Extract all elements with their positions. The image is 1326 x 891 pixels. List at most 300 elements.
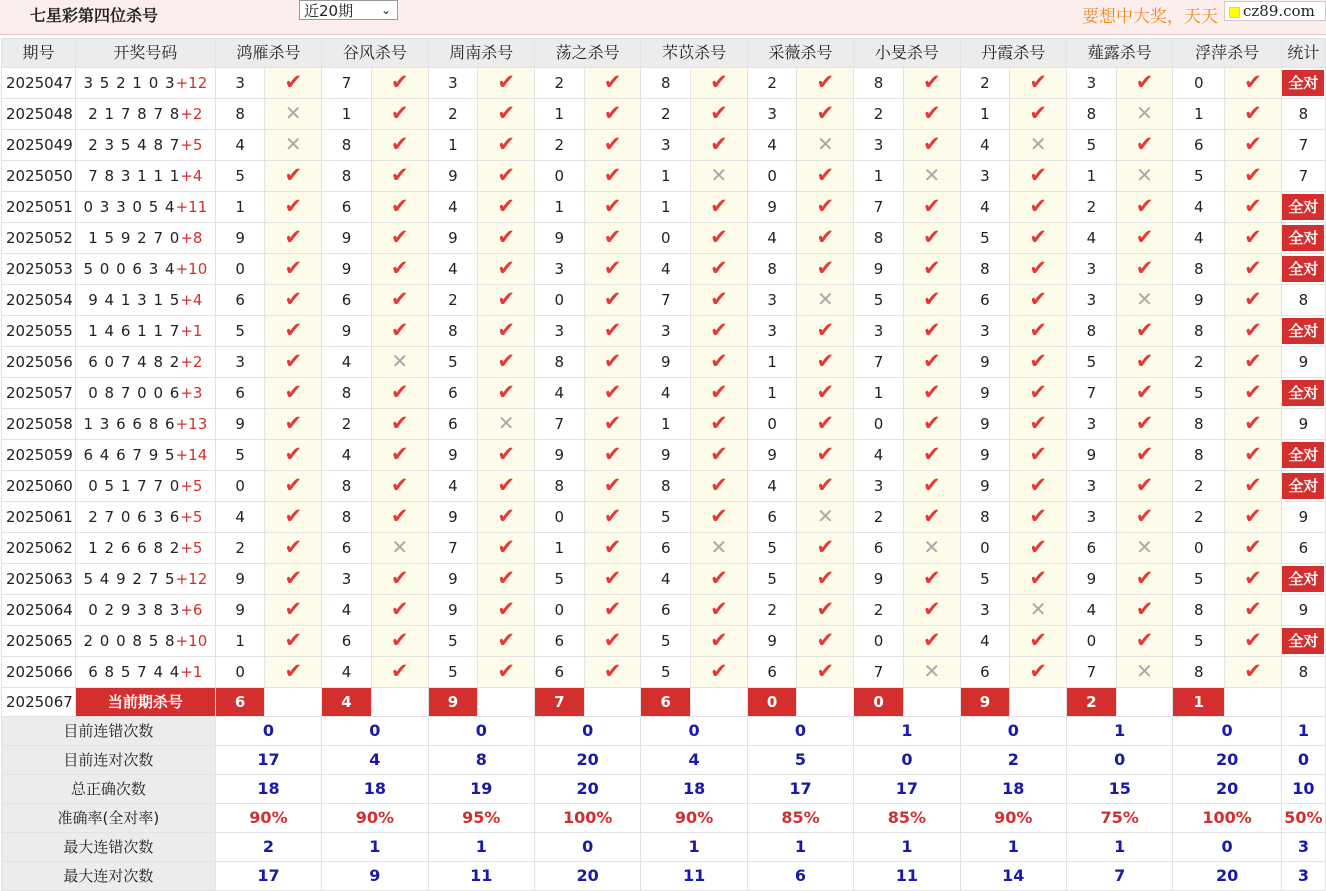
- kill-number-cell: 8: [1067, 316, 1117, 347]
- kill-number-cell: 9: [854, 254, 904, 285]
- current-kill-number: 7: [534, 688, 584, 717]
- kill-number-cell: 3: [854, 316, 904, 347]
- result-cell: [691, 564, 748, 595]
- draw-numbers-cell: [75, 595, 215, 626]
- draw-numbers-cell: [75, 657, 215, 688]
- summary-label: 目前连错次数: [2, 717, 216, 746]
- result-cell: [1225, 316, 1282, 347]
- result-cell: [691, 316, 748, 347]
- check-icon: ✔: [1135, 225, 1154, 249]
- check-icon: ✔: [1244, 256, 1262, 280]
- result-cell: [691, 161, 748, 192]
- kill-number-cell: 9: [641, 347, 691, 378]
- stat-cell: [1281, 68, 1325, 99]
- result-cell: [1225, 471, 1282, 502]
- draw-numbers-cell: [75, 564, 215, 595]
- check-icon: ✔: [497, 535, 515, 559]
- result-cell: [691, 409, 748, 440]
- result-cell: [371, 192, 428, 223]
- kill-number-cell: 5: [641, 626, 691, 657]
- result-cell: [797, 223, 854, 254]
- check-icon: ✔: [922, 380, 941, 404]
- current-kill-number: 2: [1067, 688, 1117, 717]
- result-cell: [478, 192, 535, 223]
- kill-number-cell: 9: [322, 316, 372, 347]
- check-icon: ✔: [1244, 287, 1262, 311]
- summary-value: 20: [1173, 746, 1281, 775]
- summary-value: 2: [960, 746, 1066, 775]
- result-cell: [797, 130, 854, 161]
- check-icon: ✔: [710, 628, 728, 652]
- period-cell: 2025060: [2, 471, 76, 502]
- check-icon: ✔: [284, 194, 303, 218]
- summary-value: 1: [1067, 717, 1173, 746]
- column-header: 开奖号码: [75, 39, 215, 68]
- check-icon: ✔: [497, 659, 515, 683]
- current-kill-number: 6: [215, 688, 265, 717]
- kill-number-cell: 3: [960, 161, 1010, 192]
- check-icon: ✔: [390, 287, 409, 311]
- result-cell: [1010, 409, 1067, 440]
- result-cell: [797, 657, 854, 688]
- summary-value: 1: [641, 833, 747, 862]
- table-row: [2, 68, 1326, 99]
- draw-numbers: 1 5 9 2 7 0: [88, 229, 181, 247]
- summary-label: 目前连对次数: [2, 746, 216, 775]
- result-cell: [371, 533, 428, 564]
- table-row: [2, 254, 1326, 285]
- kill-number-cell: 9: [960, 378, 1010, 409]
- column-header: 芣苡杀号: [641, 39, 747, 68]
- result-cell: [371, 285, 428, 316]
- check-icon: ✔: [922, 504, 941, 528]
- result-cell: [1010, 223, 1067, 254]
- bonus-number: +10: [175, 260, 208, 278]
- check-icon: ✔: [1029, 473, 1047, 497]
- result-cell: [691, 130, 748, 161]
- result-cell: [1010, 161, 1067, 192]
- kill-number-cell: 2: [747, 68, 797, 99]
- result-cell: [1116, 99, 1173, 130]
- summary-value: 18: [215, 775, 321, 804]
- kill-number-cell: 7: [854, 192, 904, 223]
- table-row: [2, 657, 1326, 688]
- result-cell: [584, 223, 641, 254]
- kill-number-cell: 9: [1067, 440, 1117, 471]
- result-cell: [1225, 223, 1282, 254]
- kill-number-cell: 2: [641, 99, 691, 130]
- kill-number-cell: 6: [641, 595, 691, 626]
- ad-slogan-link[interactable]: 要想中大奖，天天: [1082, 7, 1218, 27]
- all-correct-badge: 全对: [1282, 70, 1324, 96]
- result-cell: [1010, 657, 1067, 688]
- check-icon: ✔: [497, 194, 515, 218]
- result-cell: [265, 192, 322, 223]
- stat-cell: 8: [1281, 99, 1325, 130]
- kill-number-cell: 9: [534, 440, 584, 471]
- kill-number-cell: 7: [854, 347, 904, 378]
- kill-number-cell: 4: [641, 564, 691, 595]
- result-cell: [584, 285, 641, 316]
- kill-number-cell: 9: [747, 192, 797, 223]
- kill-number-cell: 5: [428, 626, 478, 657]
- all-correct-badge: 全对: [1282, 225, 1324, 251]
- kill-number-cell: 5: [747, 564, 797, 595]
- check-icon: ✔: [603, 442, 622, 466]
- result-cell: [1010, 502, 1067, 533]
- summary-value: 20: [534, 775, 640, 804]
- kill-number-cell: 1: [428, 130, 478, 161]
- result-cell: [584, 657, 641, 688]
- result-cell: [1116, 626, 1173, 657]
- check-icon: ✔: [603, 597, 622, 621]
- check-icon: ✔: [710, 442, 728, 466]
- kill-number-cell: 5: [428, 657, 478, 688]
- summary-value: 0: [854, 746, 960, 775]
- draw-numbers: 5 0 0 6 3 4: [83, 260, 176, 278]
- kill-number-cell: 6: [215, 285, 265, 316]
- kill-number-cell: 9: [747, 440, 797, 471]
- result-cell: [1116, 440, 1173, 471]
- check-icon: ✔: [284, 411, 303, 435]
- kill-number-cell: 1: [534, 533, 584, 564]
- draw-numbers-cell: [75, 316, 215, 347]
- check-icon: ✔: [1244, 163, 1262, 187]
- empty-cell: [1010, 688, 1067, 717]
- check-icon: ✔: [603, 163, 622, 187]
- kill-number-cell: 9: [215, 223, 265, 254]
- result-cell: [1225, 657, 1282, 688]
- check-icon: ✔: [603, 380, 622, 404]
- kill-number-cell: 3: [1067, 502, 1117, 533]
- check-icon: ✔: [710, 566, 728, 590]
- kill-number-cell: 3: [428, 68, 478, 99]
- kill-number-cell: 4: [1173, 223, 1225, 254]
- kill-number-cell: 3: [747, 99, 797, 130]
- kill-number-cell: 9: [960, 347, 1010, 378]
- result-cell: [371, 130, 428, 161]
- draw-numbers: 0 8 7 0 0 6: [88, 384, 181, 402]
- site-logo-badge[interactable]: [1224, 1, 1326, 21]
- check-icon: ✔: [1135, 318, 1154, 342]
- draw-numbers: 0 2 9 3 8 3: [88, 601, 181, 619]
- kill-number-cell: 9: [215, 409, 265, 440]
- result-cell: [1010, 68, 1067, 99]
- all-correct-badge: 全对: [1282, 256, 1324, 282]
- check-icon: ✔: [603, 566, 622, 590]
- check-icon: ✔: [497, 318, 515, 342]
- stat-cell: 8: [1281, 657, 1325, 688]
- current-kill-number: 9: [960, 688, 1010, 717]
- result-cell: [584, 533, 641, 564]
- result-cell: [265, 533, 322, 564]
- kill-number-cell: 5: [1067, 130, 1117, 161]
- result-cell: [1116, 595, 1173, 626]
- result-cell: [265, 99, 322, 130]
- cross-icon: ✕: [923, 535, 941, 559]
- check-icon: ✔: [1244, 132, 1262, 156]
- kill-number-cell: 4: [747, 130, 797, 161]
- kill-number-cell: 3: [534, 254, 584, 285]
- summary-value: 17: [854, 775, 960, 804]
- result-cell: [1010, 316, 1067, 347]
- kill-number-cell: 0: [215, 471, 265, 502]
- kill-number-cell: 9: [960, 440, 1010, 471]
- check-icon: ✔: [1244, 349, 1262, 373]
- kill-number-cell: 4: [428, 254, 478, 285]
- summary-value: 0: [534, 717, 640, 746]
- column-header: 薤露杀号: [1067, 39, 1173, 68]
- check-icon: ✔: [816, 318, 835, 342]
- kill-number-cell: 4: [747, 471, 797, 502]
- result-cell: [797, 626, 854, 657]
- draw-numbers-cell: [75, 409, 215, 440]
- draw-numbers-cell: [75, 130, 215, 161]
- result-cell: [797, 316, 854, 347]
- check-icon: ✔: [816, 194, 835, 218]
- column-header: 谷风杀号: [322, 39, 428, 68]
- summary-value: 0: [322, 717, 428, 746]
- kill-number-cell: 8: [854, 223, 904, 254]
- result-cell: [478, 595, 535, 626]
- result-cell: [371, 316, 428, 347]
- kill-number-cell: 8: [960, 502, 1010, 533]
- check-icon: ✔: [284, 380, 303, 404]
- result-cell: [691, 68, 748, 99]
- kill-number-cell: 6: [641, 533, 691, 564]
- check-icon: ✔: [922, 411, 941, 435]
- period-select[interactable]: [299, 0, 398, 20]
- table-row: [2, 626, 1326, 657]
- summary-value: 90%: [215, 804, 321, 833]
- draw-numbers-cell: [75, 471, 215, 502]
- bonus-number: +14: [175, 446, 208, 464]
- check-icon: ✔: [710, 349, 728, 373]
- kill-number-cell: 0: [641, 223, 691, 254]
- period-cell: 2025065: [2, 626, 76, 657]
- kill-number-cell: 0: [1067, 626, 1117, 657]
- column-header: 期号: [2, 39, 76, 68]
- period-select-value: 近20期: [304, 2, 354, 20]
- kill-number-cell: 9: [534, 223, 584, 254]
- current-kill-number: 0: [854, 688, 904, 717]
- kill-number-cell: 6: [960, 285, 1010, 316]
- check-icon: ✔: [816, 411, 835, 435]
- summary-value: 75%: [1067, 804, 1173, 833]
- kill-number-cell: 5: [1173, 378, 1225, 409]
- result-cell: [903, 564, 960, 595]
- bonus-number: +4: [180, 167, 203, 185]
- kill-number-cell: 4: [960, 130, 1010, 161]
- draw-numbers-cell: [75, 378, 215, 409]
- table-header-row: [2, 39, 1326, 68]
- result-cell: [903, 316, 960, 347]
- kill-number-cell: 8: [1173, 595, 1225, 626]
- summary-value: 0: [428, 717, 534, 746]
- result-cell: [265, 254, 322, 285]
- check-icon: ✔: [390, 442, 409, 466]
- check-icon: ✔: [922, 442, 941, 466]
- kill-number-cell: 8: [641, 471, 691, 502]
- check-icon: ✔: [603, 70, 622, 94]
- check-icon: ✔: [816, 256, 835, 280]
- stat-cell: [1281, 316, 1325, 347]
- check-icon: ✔: [1244, 628, 1262, 652]
- result-cell: [478, 254, 535, 285]
- result-cell: [903, 440, 960, 471]
- result-cell: [478, 533, 535, 564]
- result-cell: [1116, 223, 1173, 254]
- summary-value: 17: [747, 775, 853, 804]
- summary-label: 最大连错次数: [2, 833, 216, 862]
- result-cell: [478, 347, 535, 378]
- kill-number-cell: 1: [322, 99, 372, 130]
- result-cell: [691, 285, 748, 316]
- result-cell: [1010, 99, 1067, 130]
- summary-value: 0: [534, 833, 640, 862]
- result-cell: [797, 192, 854, 223]
- result-cell: [903, 533, 960, 564]
- check-icon: ✔: [922, 132, 941, 156]
- result-cell: [1010, 440, 1067, 471]
- result-cell: [478, 130, 535, 161]
- result-cell: [478, 564, 535, 595]
- cross-icon: ✕: [816, 287, 834, 311]
- kill-number-cell: 5: [1173, 161, 1225, 192]
- period-cell: 2025057: [2, 378, 76, 409]
- result-cell: [903, 595, 960, 626]
- draw-numbers-cell: [75, 626, 215, 657]
- check-icon: ✔: [1135, 380, 1154, 404]
- kill-number-cell: 4: [1067, 595, 1117, 626]
- result-cell: [265, 564, 322, 595]
- kill-number-cell: 2: [1173, 471, 1225, 502]
- kill-number-cell: 2: [1173, 502, 1225, 533]
- summary-row: [2, 833, 1326, 862]
- kill-number-cell: 0: [1173, 533, 1225, 564]
- result-cell: [584, 347, 641, 378]
- result-cell: [903, 254, 960, 285]
- column-header: 周南杀号: [428, 39, 534, 68]
- stat-cell: [1281, 378, 1325, 409]
- kill-number-cell: 2: [854, 595, 904, 626]
- result-cell: [371, 595, 428, 626]
- draw-numbers: 2 1 7 8 7 8: [88, 105, 181, 123]
- bonus-number: +1: [180, 663, 203, 681]
- kill-number-cell: 6: [322, 533, 372, 564]
- cross-icon: ✕: [816, 504, 834, 528]
- summary-label: 准确率(全对率): [2, 804, 216, 833]
- table-row: [2, 564, 1326, 595]
- column-header: 采薇杀号: [747, 39, 853, 68]
- draw-numbers: 0 5 1 7 7 0: [88, 477, 181, 495]
- draw-numbers: 1 2 6 6 8 2: [88, 539, 181, 557]
- check-icon: ✔: [922, 628, 941, 652]
- summary-value: 11: [854, 862, 960, 891]
- stat-cell: [1281, 564, 1325, 595]
- draw-numbers: 6 0 7 4 8 2: [88, 353, 181, 371]
- kill-number-cell: 1: [641, 409, 691, 440]
- table-row: [2, 502, 1326, 533]
- kill-number-cell: 9: [428, 595, 478, 626]
- result-cell: [584, 99, 641, 130]
- check-icon: ✔: [1029, 442, 1047, 466]
- kill-number-cell: 3: [854, 130, 904, 161]
- check-icon: ✔: [1244, 442, 1262, 466]
- result-cell: [584, 440, 641, 471]
- stat-cell: 9: [1281, 502, 1325, 533]
- result-cell: [1010, 285, 1067, 316]
- empty-cell: [903, 688, 960, 717]
- kill-number-cell: 5: [428, 347, 478, 378]
- result-cell: [903, 223, 960, 254]
- summary-value: 20: [534, 746, 640, 775]
- result-cell: [691, 192, 748, 223]
- summary-value: 95%: [428, 804, 534, 833]
- stat-cell: 9: [1281, 409, 1325, 440]
- period-cell: 2025061: [2, 502, 76, 533]
- result-cell: [903, 161, 960, 192]
- kill-number-cell: 8: [215, 99, 265, 130]
- kill-number-cell: 0: [854, 626, 904, 657]
- result-cell: [903, 378, 960, 409]
- current-kill-label: 当前期杀号: [75, 688, 215, 717]
- kill-number-cell: 3: [534, 316, 584, 347]
- draw-numbers: 9 4 1 3 1 5: [88, 291, 181, 309]
- kill-number-cell: 7: [1067, 657, 1117, 688]
- table-row: [2, 99, 1326, 130]
- kill-number-cell: 3: [1067, 254, 1117, 285]
- result-cell: [1225, 440, 1282, 471]
- period-cell: 2025047: [2, 68, 76, 99]
- kill-number-cell: 5: [641, 657, 691, 688]
- kill-number-cell: 1: [747, 347, 797, 378]
- check-icon: ✔: [710, 380, 728, 404]
- draw-numbers: 3 5 2 1 0 3: [83, 74, 176, 92]
- kill-number-cell: 9: [428, 440, 478, 471]
- result-cell: [903, 99, 960, 130]
- check-icon: ✔: [603, 318, 622, 342]
- cross-icon: ✕: [923, 163, 941, 187]
- result-cell: [797, 533, 854, 564]
- kill-number-cell: 0: [534, 502, 584, 533]
- summary-value: 1: [428, 833, 534, 862]
- summary-value: 0: [1173, 717, 1281, 746]
- kill-number-cell: 5: [641, 502, 691, 533]
- summary-value: 18: [960, 775, 1066, 804]
- result-cell: [1225, 347, 1282, 378]
- result-cell: [1010, 130, 1067, 161]
- result-cell: [1225, 533, 1282, 564]
- summary-total: 10: [1281, 775, 1325, 804]
- kill-number-cell: 1: [215, 192, 265, 223]
- kill-number-cell: 8: [641, 68, 691, 99]
- kill-number-cell: 1: [534, 192, 584, 223]
- result-cell: [903, 68, 960, 99]
- kill-number-cell: 0: [215, 657, 265, 688]
- result-cell: [797, 99, 854, 130]
- result-cell: [371, 657, 428, 688]
- check-icon: ✔: [390, 504, 409, 528]
- check-icon: ✔: [497, 442, 515, 466]
- summary-total: 0: [1281, 746, 1325, 775]
- kill-number-cell: 5: [1173, 626, 1225, 657]
- check-icon: ✔: [1135, 256, 1154, 280]
- kill-number-cell: 0: [747, 161, 797, 192]
- result-cell: [1225, 378, 1282, 409]
- result-cell: [797, 409, 854, 440]
- check-icon: ✔: [390, 659, 409, 683]
